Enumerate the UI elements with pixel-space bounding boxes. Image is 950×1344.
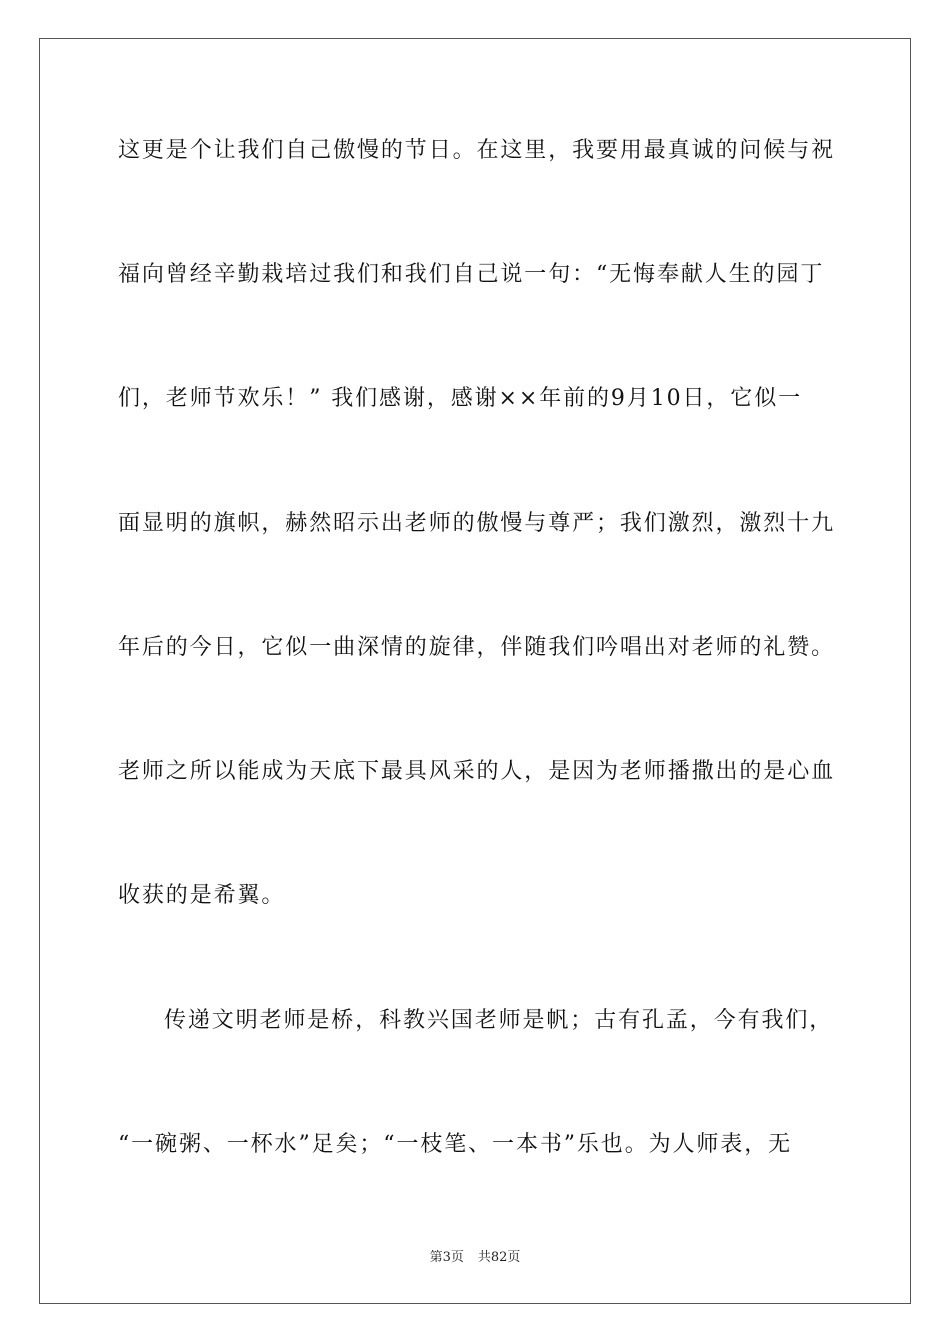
paragraph-line-8: 传递文明老师是桥，科教兴国老师是帆；古有孔孟，今有我们， xyxy=(164,1008,834,1033)
paragraph-line-1: 这更是个让我们自己傲慢的节日。在这里，我要用最真诚的问候与祝 xyxy=(118,138,836,163)
page-number-current: 第3页 xyxy=(429,1250,464,1265)
page-number-total: 共82页 xyxy=(477,1250,521,1265)
paragraph-line-4: 面显明的旗帜，赫然昭示出老师的傲慢与尊严；我们激烈，激烈十九 xyxy=(118,511,836,536)
paragraph-line-6: 老师之所以能成为天底下最具风采的人，是因为老师播撒出的是心血 xyxy=(118,759,836,784)
paragraph-line-7: 收获的是希翼。 xyxy=(118,883,286,908)
paragraph-line-9: “一碗粥、一杯水”足矣；“一枝笔、一本书”乐也。为人师表，无 xyxy=(118,1132,792,1157)
page-border xyxy=(39,38,911,1304)
paragraph-line-3: 们，老师节欢乐！” 我们感谢，感谢××年前的9月10日，它似一 xyxy=(118,386,803,411)
paragraph-line-5: 年后的今日，它似一曲深情的旋律，伴随我们吟唱出对老师的礼赞。 xyxy=(118,635,836,660)
page-footer xyxy=(0,1246,950,1265)
paragraph-line-2: 福向曾经辛勤栽培过我们和我们自己说一句：“无悔奉献人生的园丁 xyxy=(118,262,825,287)
